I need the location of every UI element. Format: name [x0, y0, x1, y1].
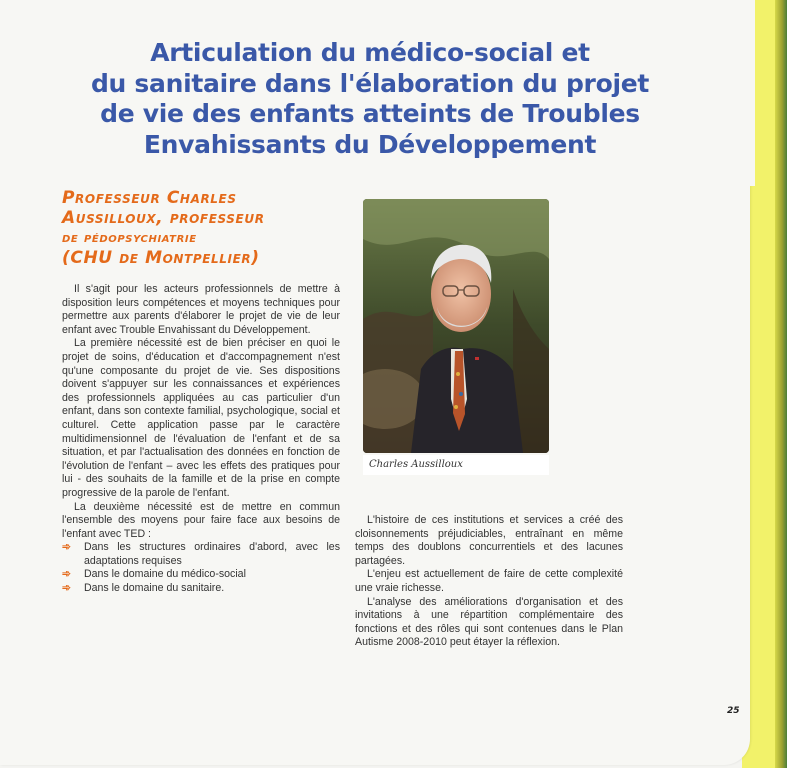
title-line: Articulation du médico-social et: [150, 38, 590, 67]
arrow-bullet-icon: ➾: [62, 568, 71, 581]
left-text-column: [62, 283, 340, 596]
title-line: de vie des enfants atteints de Troubles: [100, 99, 640, 128]
arrow-bullet-icon: ➾: [62, 541, 71, 554]
author-line: (CHU de Montpellier): [62, 248, 260, 268]
booklet-spine: [775, 0, 787, 768]
arrow-bullet-icon: ➾: [62, 582, 71, 595]
portrait-photo: [363, 199, 549, 453]
bullet-text: Dans le domaine du sanitaire.: [84, 582, 225, 595]
paragraph: L'analyse des améliorations d'organisation et des invitations à une répartition complémentaire des fonctions et des rôles qui sont contenues dans le Plan Autisme 2008-2010 peut étayer la réflexion.: [355, 595, 623, 649]
portrait-illustration: [363, 199, 549, 453]
title-line: du sanitaire dans l'élaboration du projet: [90, 68, 650, 98]
bullet-list: [62, 541, 340, 595]
author-line: de pédopsychiatrie: [62, 230, 197, 246]
paragraph: La première nécessité est de bien préciser en quoi le projet de soins, d'éducation et d'accompagnement n'est qu'une composante du projet de vie. Ses dispositions doivent s'appuyer sur les connaissances et expériences des professionnels appliquées au cas particulier d'un enfant, dans son contexte familial, psychologique, social et culturel. Cette application passe par le caractère multidimensionnel de l'évaluation de l'enfant et de sa situation, et par l'actualisation des données en fonction de l'évolution de l'enfant – avec les effets des pratiques pour lui - des souhaits de la famille et de la prise en compte progressive de la parole de l'enfant.: [62, 337, 340, 499]
bullet-item: [62, 568, 340, 582]
paragraph: Il s'agit pour les acteurs professionnels de mettre à disposition leurs compétences et moyens techniques pour permettre aux parents d'élaborer le projet de vie de leur enfant avec Trouble Envahissant du Développement.: [62, 283, 340, 336]
page-number: 25: [727, 706, 740, 716]
author-line: Professeur Charles: [62, 188, 237, 208]
bullet-text: Dans le domaine du médico-social: [84, 568, 246, 581]
right-text-column: [355, 514, 623, 650]
paragraph: L'enjeu est actuellement de faire de cette complexité une vraie richesse.: [355, 568, 623, 594]
author-block: [62, 188, 352, 268]
article-title: [60, 38, 680, 160]
paragraph: La deuxième nécessité est de mettre en commun l'ensemble des moyens pour faire face aux besoins de l'enfant avec TED :: [62, 500, 340, 540]
bullet-item: [62, 582, 340, 596]
paragraph: L'histoire de ces institutions et services a créé des cloisonnements préjudiciables, entraînant en même temps des doublons concurrentiels et des lacunes partagées.: [355, 514, 623, 567]
photo-caption: Charles Aussilloux: [363, 455, 549, 475]
bullet-text: Dans les structures ordinaires d'abord, avec les adaptations requises: [84, 541, 340, 567]
author-line: Aussilloux, professeur: [62, 208, 265, 228]
title-line: Envahissants du Développement: [143, 129, 597, 159]
bullet-item: [62, 541, 340, 568]
